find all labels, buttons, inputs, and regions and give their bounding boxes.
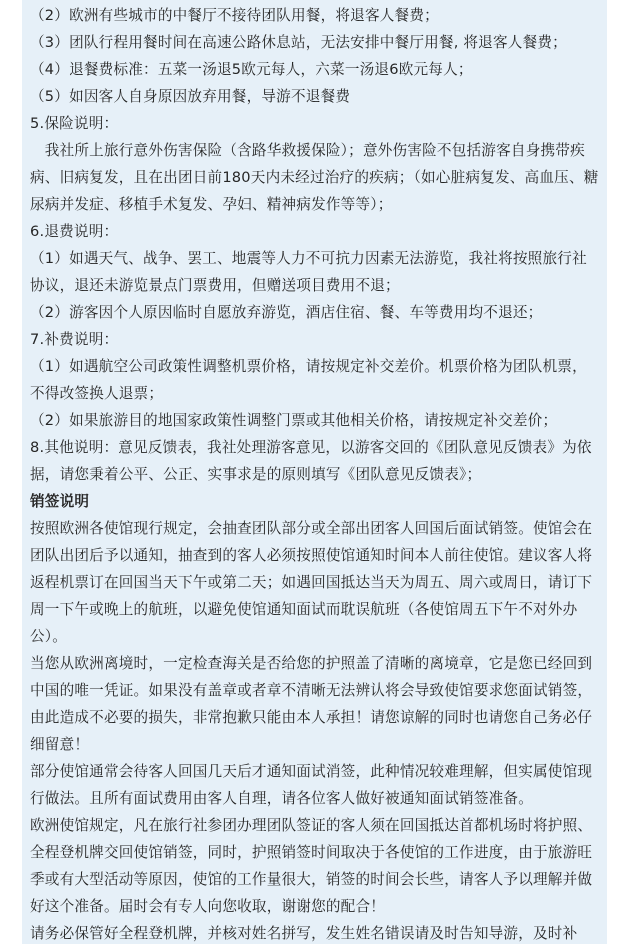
paragraph: （2）游客因个人原因临时自愿放弃游览，酒店住宿、餐、车等费用均不退还； bbox=[30, 304, 543, 321]
paragraph: 请务必保管好全程登机牌，并核对姓名拼写，发生姓名错误请及时告知导游，及时补 bbox=[30, 925, 578, 942]
document-panel bbox=[22, 0, 607, 944]
paragraph: 按照欧洲各使馆现行规定，会抽查团队部分或全部出团客人回国后面试销签。使馆会在团队出团后予以通知，抽查到的客人必须按照使馆通知时间本人前往使馆。建议客人将返程机票订在回国当天下午或第二天；如遇回国抵达当天为周五、周六或周日，请订下周一下午或晚上的航班，以避免使馆通知面试而耽误航班（各使馆周五下午不对外办公）。 bbox=[30, 520, 593, 645]
paragraph: 8.其他说明：意见反馈表，我社处理游客意见，以游客交回的《团队意见反馈表》为依据，请您秉着公平、公正、实事求是的原则填写《团队意见反馈表》； bbox=[30, 439, 592, 483]
paragraph: 6.退费说明： bbox=[30, 223, 119, 240]
paragraph: （4）退餐费标准：五菜一汤退5欧元每人，六菜一汤退6欧元每人； bbox=[30, 61, 473, 78]
paragraph: 我社所上旅行意外伤害保险（含路华救援保险）；意外伤害险不包括游客自身携带疾病、旧病复发，且在出团日前180天内未经过治疗的疾病；（如心脏病复发、高血压、糖尿病并发症、移植手术复发、孕妇、精神病发作等等）； bbox=[30, 142, 599, 213]
paragraph: 5.保险说明： bbox=[30, 115, 119, 132]
paragraph: （3）团队行程用餐时间在高速公路休息站，无法安排中餐厅用餐, 将退客人餐费； bbox=[30, 34, 567, 51]
paragraph: 7.补费说明： bbox=[30, 331, 119, 348]
paragraph: 部分使馆通常会待客人回国几天后才通知面试消签，此种情况较难理解，但实属使馆现行做法。且所有面试费用由客人自理，请各位客人做好被通知面试销签准备。 bbox=[30, 763, 593, 807]
paragraph: （1）如遇航空公司政策性调整机票价格，请按规定补交差价。机票价格为团队机票，不得改签换人退票； bbox=[30, 358, 587, 402]
paragraph: （1）如遇天气、战争、罢工、地震等人力不可抗力因素无法游览，我社将按照旅行社协议，退还未游览景点门票费用，但赠送项目费用不退； bbox=[30, 250, 587, 294]
paragraph: 当您从欧洲离境时，一定检查海关是否给您的护照盖了清晰的离境章，它是您已经回到中国的唯一凭证。如果没有盖章或者章不清晰无法辨认将会导致使馆要求您面试销签，由此造成不必要的损失，非常抱歉只能由本人承担！请您谅解的同时也请您自己务必仔细留意！ bbox=[30, 655, 593, 753]
paragraph: （2）欧洲有些城市的中餐厅不接待团队用餐，将退客人餐费； bbox=[30, 7, 439, 24]
paragraph: （2）如果旅游目的地国家政策性调整门票或其他相关价格，请按规定补交差价； bbox=[30, 412, 558, 429]
section-heading: 销签说明 bbox=[30, 493, 90, 510]
paragraph: （5）如因客人自身原因放弃用餐，导游不退餐费 bbox=[30, 88, 351, 105]
document-content bbox=[22, 0, 607, 944]
paragraph: 欧洲使馆规定，凡在旅行社参团办理团队签证的客人须在回国抵达首都机场时将护照、全程登机牌交回使馆销签，同时，护照销签时间取决于各使馆的工作进度，由于旅游旺季或有大型活动等原因，使馆的工作量很大，销签的时间会长些，请客人予以理解并做好这个准备。届时会有专人向您收取，谢谢您的配合！ bbox=[30, 817, 593, 915]
